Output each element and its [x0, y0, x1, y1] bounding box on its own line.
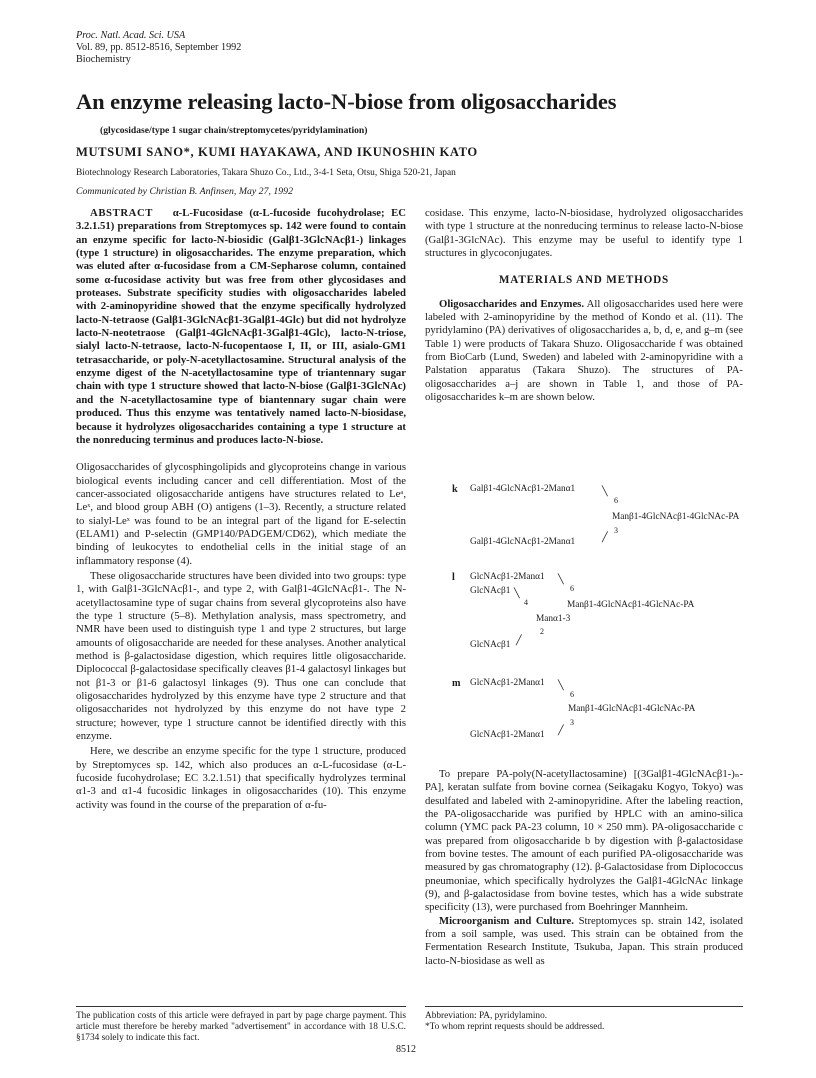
intro-paragraph-1: Oligosaccharides of glycosphingolipids and glycoproteins change in various biological events including cancer and cell differentiation. Most of the cancer-associated oligosaccharide antigens have structures related to Leᵃ, Leˣ, and blood group ABH (O) antigens (1–3). Recently, a structure related to sialyl-Leˣ was found to be an integral part of the ligand for E-selectin (ELAM1) and P-selectin (GMP140/PADGEM/CD62), which mediate the binding of leukocytes to endothelial cells in the initial stage of an inflammatory response (4).: [76, 461, 406, 567]
structures-k-l-m: [452, 484, 752, 764]
journal-volume: Vol. 89, pp. 8512-8516, September 1992: [76, 42, 242, 53]
structure-l-branch: GlcNAcβ1: [470, 586, 511, 596]
structure-k-bottom-link: ╱: [602, 533, 608, 543]
structure-k-top-num: 6: [614, 496, 618, 505]
structure-k-top-link: ╲: [602, 487, 608, 497]
journal-section: Biochemistry: [76, 54, 131, 65]
intro-continuation: cosidase. This enzyme, lacto-N-biosidase, hydrolyzed oligosaccharides with type 1 structure at the nonreducing terminus to release lacto-N-biose (Galβ1-3GlcNAc). This enzyme may be useful to identify type 1 structures in glycoconjugates.: [425, 207, 743, 260]
footnote-divider: [76, 1006, 406, 1007]
communicated-by: Communicated by Christian B. Anfinsen, May 27, 1992: [76, 186, 293, 197]
structure-l-label: l: [452, 572, 455, 583]
journal-header: [76, 30, 241, 66]
structure-l-bottom-link: ╱: [516, 636, 522, 646]
structure-k-bottom: Galβ1-4GlcNAcβ1-2Manα1: [470, 537, 576, 547]
article-title: An enzyme releasing lacto-N-biose from oligosaccharides: [76, 89, 617, 114]
left-column: [76, 207, 406, 812]
page-number: 8512: [396, 1044, 416, 1055]
affiliation: Biotechnology Research Laboratories, Takara Shuzo Co., Ltd., 3-4-1 Seta, Otsu, Shiga 520-21, Japan: [76, 168, 456, 178]
structure-l-top-link: ╲: [558, 575, 564, 585]
structure-k-top: Galβ1-4GlcNAcβ1-2Manα1: [470, 484, 576, 494]
structure-m-top-num: 6: [570, 690, 574, 699]
structure-m-bottom-num: 3: [570, 718, 574, 727]
oligosaccharides-runin: Oligosaccharides and Enzymes.: [439, 297, 585, 310]
structure-k-bottom-num: 3: [614, 526, 618, 535]
structure-l-core: Manβ1-4GlcNAcβ1-4GlcNAc-PA: [567, 600, 695, 610]
structure-l-branch-num: 4: [524, 598, 528, 607]
structure-m-top-link: ╲: [558, 681, 564, 691]
abstract-text: α-L-Fucosidase (α-L-fucoside fucohydrolase; EC 3.2.1.51) preparations from Streptomyces sp. 142 were found to contain an enzyme specific for lacto-N-biosidic (Galβ1-3GlcNAcβ1-) linkages (type 1 structure) in oligosaccharides. The enzyme preparation, which was eluted after α-fucosidase from a CM-Sepharose column, contained some α-fucosidase activity but was free from other glycosidases and proteases. Substrate specificity studies with oligosaccharides labeled with 2-aminopyridine showed that the enzyme specifically hydrolyzed lacto-N-tetraose (Galβ1-3GlcNAcβ1-3Galβ1-4Glc) but did not hydrolyze lacto-N-neotetraose (Galβ1-4GlcNAcβ1-3Galβ1-4Glc), lacto-N-triose, sialyl lacto-N-tetraose, lacto-N-fucopentaose I, II, or III, asialo-GM1 tetrasaccharide, or poly-N-acetyllactosamine. Structural analysis of the enzyme digest of the N-acetyllactosamine type of triantennary sugar chain with type 1 structure showed that lacto-N-biose (Galβ1-3GlcNAc) and the N-acetyllactosamine type of biantennary sugar chain were produced. Thus this enzyme was tentatively named lacto-N-biosidase, because it hydrolyzes oligosaccharides containing a type 1 structure at the nonreducing terminus and produces lacto-N-biose.: [76, 207, 406, 446]
structure-m-bottom-link: ╱: [558, 726, 564, 736]
keywords: (glycosidase/type 1 sugar chain/streptomycetes/pyridylamination): [100, 125, 368, 136]
microorganism-runin: Microorganism and Culture.: [439, 914, 574, 927]
structure-l-branch-link: ╲: [514, 589, 520, 599]
publication-cost-footnote: The publication costs of this article were defrayed in part by page charge payment. This article must therefore be hereby marked "advertisement" in accordance with 18 U.S.C. §1734 solely to indicate this fact.: [76, 1011, 406, 1044]
methods-heading: MATERIALS AND METHODS: [498, 274, 670, 287]
intro-paragraph-3: Here, we describe an enzyme specific for the type 1 structure, produced by Streptomyces sp. 142, which also produces an α-L-fucosidase (α-L-fucoside fucohydrolase; EC 3.2.1.51) that specifically hydrolyzes terminal α1-3 and α1-4 fucosidic linkages in oligosaccharides (10). This enzyme activity was found in the course of the preparation of α-fu-: [76, 745, 406, 811]
oligosaccharides-text: All oligosaccharides used here were labeled with 2-aminopyridine by the method of Kondo et al. (11). The pyridylamino (PA) derivatives of oligosaccharides a, b, d, e, and g–m (see Table 1) were products of Takara Shuzo. Oligosaccharide f was obtained from BioCarb (Lund, Sweden) and labeled with 2-aminopyridine with a Palstation apparatus (Takara Shuzo). The structures of PA-oligosaccharides a–j are shown in Table 1, and those of PA-oligosaccharides k–m are shown below.: [425, 297, 743, 404]
structure-k-core: Manβ1-4GlcNAcβ1-4GlcNAc-PA: [612, 512, 740, 522]
structure-m-top: GlcNAcβ1-2Manα1: [470, 678, 545, 688]
structure-l-top: GlcNAcβ1-2Manα1: [470, 572, 545, 582]
structure-l-bottom: GlcNAcβ1: [470, 640, 511, 650]
microorganism-text: Streptomyces sp. strain 142, isolated from a soil sample, was used. This strain can be obtained from the Fermentation Research Institute, Tsukuba, Japan. This strain produced lacto-N-biosidase as well as: [425, 914, 743, 967]
right-column: [425, 207, 743, 404]
structure-l-mid: Manα1-3: [536, 614, 571, 624]
methods-oligosaccharides: [425, 298, 743, 405]
structure-l-top-num: 6: [570, 584, 574, 593]
methods-microorganism: [425, 915, 743, 968]
structure-m-bottom: GlcNAcβ1-2Manα1: [470, 730, 545, 740]
abstract: [76, 207, 406, 447]
right-column-lower: [425, 768, 743, 968]
structure-m-label: m: [452, 678, 461, 689]
abbreviation-footnote: Abbreviation: PA, pyridylamino.: [425, 1011, 548, 1021]
intro-paragraph-2: These oligosaccharide structures have been divided into two groups: type 1, with Galβ1-3GlcNAcβ1-, and type 2, with Galβ1-4GlcNAcβ1-. The N-acetyllactosamine type of sugar chains from several glycoproteins also have the type 1 structure (5–8). Methylation analysis, mass spectrometry, and NMR have been used to distinguish type 1 and type 2 structures, but large amounts of oligosaccharide are needed for these analyses. Another analytical method is β-galactosidase digestion, which requires little oligosaccharide. Diplococcal β-galactosidase specifically cleaves β1-4 galactosyl linkages but not β1-3 or β1-6 galactosyl linkages (9). Thus one can conclude that oligosaccharides hydrolyzed by this enzyme have type 2 structure and that oligosaccharides not hydrolyzed by this enzyme do not have type 2 structure; however, type 1 structure cannot be identified directly with this enzyme.: [76, 569, 406, 743]
corresponding-author-footnote: *To whom reprint requests should be addressed.: [425, 1022, 605, 1033]
journal-name: Proc. Natl. Acad. Sci. USA: [76, 30, 186, 41]
structure-k-label: k: [452, 484, 458, 495]
right-footnote-divider: [425, 1006, 743, 1007]
abstract-label: ABSTRACT: [90, 207, 154, 219]
structure-l-mid-num: 2: [540, 627, 544, 636]
authors: MUTSUMI SANO*, KUMI HAYAKAWA, AND IKUNOSHIN KATO: [76, 145, 478, 159]
methods-pa-poly: To prepare PA-poly(N-acetyllactosamine) [(3Galβ1-4GlcNAcβ1-)ₙ-PA], keratan sulfate from bovine cornea (Seikagaku Kogyo, Tokyo) was desulfated and labeled with 2-aminopyridine. After the labeling reaction, the PA-oligosaccharide was purified by HPLC with an amino-silica column (YMC pack PA-23 column, 10 × 250 mm). PA-oligosaccharide c was prepared from oligosaccharide b by digestion with β-galactosidase from bovine testes. The amount of each purified PA-oligosaccharide was measured by gas chromatography (12). β-Galactosidase from Diplococcus pneumoniae, which specifically hydrolyzes the Galβ1-4GlcNAc linkage (9), and β-galactosidase from bovine testes, which has a wide substrate specificity (13), were purchased from Boehringer Mannheim.: [425, 768, 743, 914]
structure-m-core: Manβ1-4GlcNAcβ1-4GlcNAc-PA: [568, 704, 696, 714]
right-footnotes: [425, 1011, 743, 1033]
